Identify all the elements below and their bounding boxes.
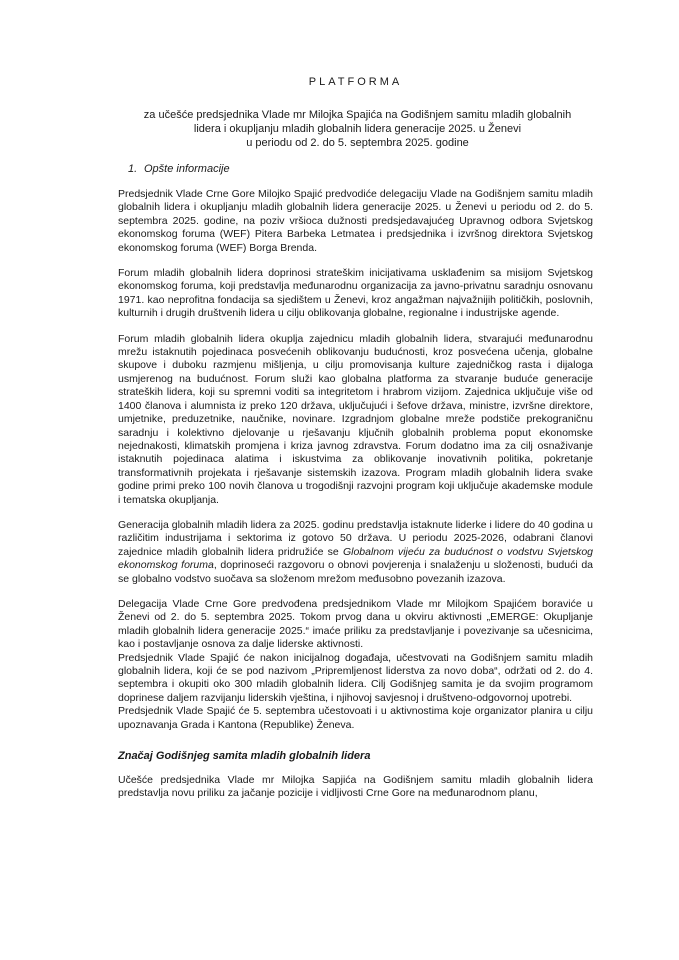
section-heading-general-info [128,163,593,175]
paragraph-emphasis: Globalnom vijeću za budućnost o vodstvu Svjetskog ekonomskog foruma [118,545,593,572]
paragraph: Predsjednik Vlade Crne Gore Milojko Spajić predvodiće delegaciju Vlade na Godišnjem samitu mladih globalnih lidera i okupljanju mladih globalnih lidera generacije 2025. u Ženevi u periodu od 2. do 5. septembra 2025. godine, na poziv vršioca dužnosti predsjedavajućeg Upravnog odbora Svjetskog ekonomskog foruma (WEF) Pitera Barbeka Letmatea i predsjednika i izvršnog direktora Svjetskog ekonomskog foruma (WEF) Borga Brenda. [118,188,593,254]
paragraph: Učešće predsjednika Vlade mr Milojka Sapjića na Godišnjem samitu mladih globalnih lidera predstavlja novu priliku za jačanje pozicije i vidljivosti Crne Gore na međunarodnom planu, [118,774,593,800]
subtitle-line: za učešće predsjednika Vlade mr Milojka Spajića na Godišnjem samitu mladih globalnih [143,109,572,121]
paragraph-text: , doprinoseći razgovoru o obnovi povjerenja i snalaženju u složenosti, budući da se globalno vodstvo suočava sa složenom mrežom međusobno povezanih izazova. [118,559,593,585]
paragraph: Forum mladih globalnih lidera doprinosi strateškim inicijativama usklađenim sa misijom Svjetskog ekonomskog foruma, koji predstavlja međunarodnu organizacija za javno-privatnu saradnju osnovanu 1971. kao neprofitna fondacija sa sjedištem u Ženevi, kroz angažman najvažnijih političkih, poslovnih, kulturnih i drugih društvenih lidera u cilju oblikovanja globalne, regionalne i industrijske agende. [118,267,593,320]
section-heading-summit-significance: Značaj Godišnjeg samita mladih globalnih lidera [118,750,371,763]
paragraph: Forum mladih globalnih lidera okuplja zajednicu mladih globalnih lidera, stvarajući međunarodnu mrežu istaknutih pojedinaca posvećenih oblikovanju budućnosti, kroz posvećena učenja, globalne skupove i duboku razmjenu mišljenja, u cilju promovisanja kulture zajedničkog rasta i dijaloga usmjerenog na budućnost. Forum služi kao globalna platforma za stvaranje buduće generacije strateških lidera, koji su spremni voditi sa integritetom i hrabrom vizijom. Zajednica uključuje više od 1400 članova i alumnista iz preko 120 država, uključujući i šefove država, ministre, izvršne direktore, umjetnike, preduzetnike, naučnike, novinare. Izgradnjom globalne mreže podstiče prekograničnu saradnju i kolektivno djelovanje u rješavanju ključnih globalnih problema poput ekonomske nejednakosti, klimatskih promjena i kriza javnog zdravstva. Forum dodatno ima za cilj osnaživanje istaknutih pojedinaca alatima i iskustvima za oblikovanje inovativnih politika, pokretanje transformativnih projekata i rješavanje sistemskih izazova. Program mladih globalnih lidera svake godine primi preko 100 novih članova u trogodišnji razvojni program koji uključuje akademske module i tematska okupljanja. [118,332,593,506]
paragraph [118,519,593,586]
subtitle-line: u periodu od 2. do 5. septembra 2025. godine [246,137,469,149]
document-subtitle [118,108,593,150]
section-title: Opšte informacije [144,163,230,175]
paragraph: Predsjednik Vlade Spajić će 5. septembra učestovoati i u aktivnostima koje organizator planira u cilju upoznavanja Grada i Kantona (Republike) Ženeva. [118,705,593,731]
document-title: PLATFORMA [308,76,403,88]
paragraph: Delegacija Vlade Crne Gore predvođena predsjednikom Vlade mr Milojkom Spajićem boraviće u Ženevi od 2. do 5. septembra 2025. Tokom prvog dana u okviru aktivnosti „EMERGE: Okupljanje mladih globalnih lidera generacije 2025.“ imaće priliku za predstavljanje i povezivanje sa učesnicima, kao i postavljanje osnova za dalje liderske aktivnosti. [118,597,593,651]
paragraph: Predsjednik Vlade Spajić će nakon inicijalnog događaja, učestvovati na Godišnjem samitu mladih globalnih lidera, koji će se pod nazivom „Pripremljenost liderstva za novo doba“, održati od 2. do 4. septembra i okupiti oko 300 mladih globalnih lidera. Cilj Godišnjeg samita je da svojim programom doprinese daljem razvijanju liderskih vještina, i njihovoj savjesnoj i društveno-odgovornoj upotrebi. [118,651,593,704]
paragraph-text: Generacija globalnih mladih lidera za 2025. godinu predstavlja istaknute liderke i lidere do 40 godina u različitim industrijama i sektorima iz gotovo 50 država. U periodu 2025-2026, odabrani članovi zajednice mladih globalnih lidera pridružiće se [118,518,593,558]
subtitle-line: lidera i okupljanju mladih globalnih lidera generacije 2025. u Ženevi [193,123,522,135]
section-number: 1. [128,163,138,175]
